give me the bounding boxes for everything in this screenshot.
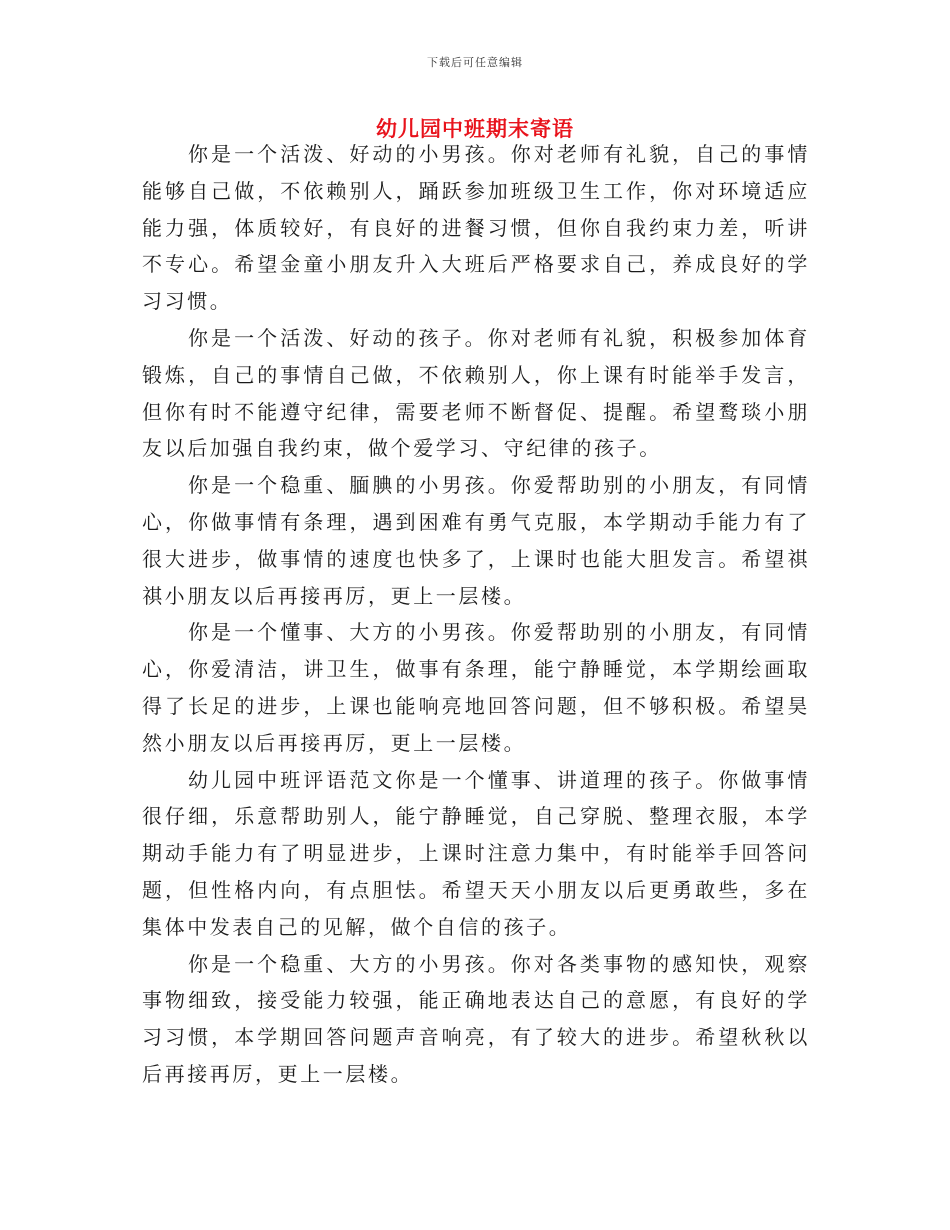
paragraph-4: 你是一个懂事、大方的小男孩。你爱帮助别的小朋友，有同情心，你爱清洁，讲卫生，做事有条理，能宁静睡觉，本学期绘画取得了长足的进步，上课也能响亮地回答问题，但不够积极。希望昊然小朋友以后再接再厉，更上一层楼。 <box>142 620 810 755</box>
paragraph-5: 幼儿园中班评语范文你是一个懂事、讲道理的孩子。你做事情很仔细，乐意帮助别人，能宁静睡觉，自己穿脱、整理衣服，本学期动手能力有了明显进步，上课时注意力集中，有时能举手回答问题，但性格内向，有点胆怯。希望天天小朋友以后更勇敢些，多在集体中发表自己的见解，做个自信的孩子。 <box>142 767 810 939</box>
paragraph-2: 你是一个活泼、好动的孩子。你对老师有礼貌，积极参加体育锻炼，自己的事情自己做，不依赖别人，你上课有时能举手发言，但你有时不能遵守纪律，需要老师不断督促、提醒。希望鹜琰小朋友以后加强自我约束，做个爱学习、守纪律的孩子。 <box>142 325 810 461</box>
document-title: 幼儿园中班期末寄语 <box>376 116 574 141</box>
paragraph-6: 你是一个稳重、大方的小男孩。你对各类事物的感知快，观察事物细致，接受能力较强，能正确地表达自己的意愿，有良好的学习习惯，本学期回答问题声音响亮，有了较大的进步。希望秋秋以后再接再厉，更上一层楼。 <box>142 951 810 1086</box>
document-body <box>142 136 810 1093</box>
paragraph-3: 你是一个稳重、腼腆的小男孩。你爱帮助别的小朋友，有同情心，你做事情有条理，遇到困难有勇气克服，本学期动手能力有了很大进步，做事情的速度也快多了，上课时也能大胆发言。希望祺祺小朋友以后再接再厉，更上一层楼。 <box>142 473 810 608</box>
header-note: 下载后可任意编辑 <box>427 56 523 69</box>
paragraph-1: 你是一个活泼、好动的小男孩。你对老师有礼貌，自己的事情能够自己做，不依赖别人，踊跃参加班级卫生工作，你对环境适应能力强，体质较好，有良好的进餐习惯，但你自我约束力差，听讲不专心。希望金童小朋友升入大班后严格要求自己，养成良好的学习习惯。 <box>142 142 810 314</box>
